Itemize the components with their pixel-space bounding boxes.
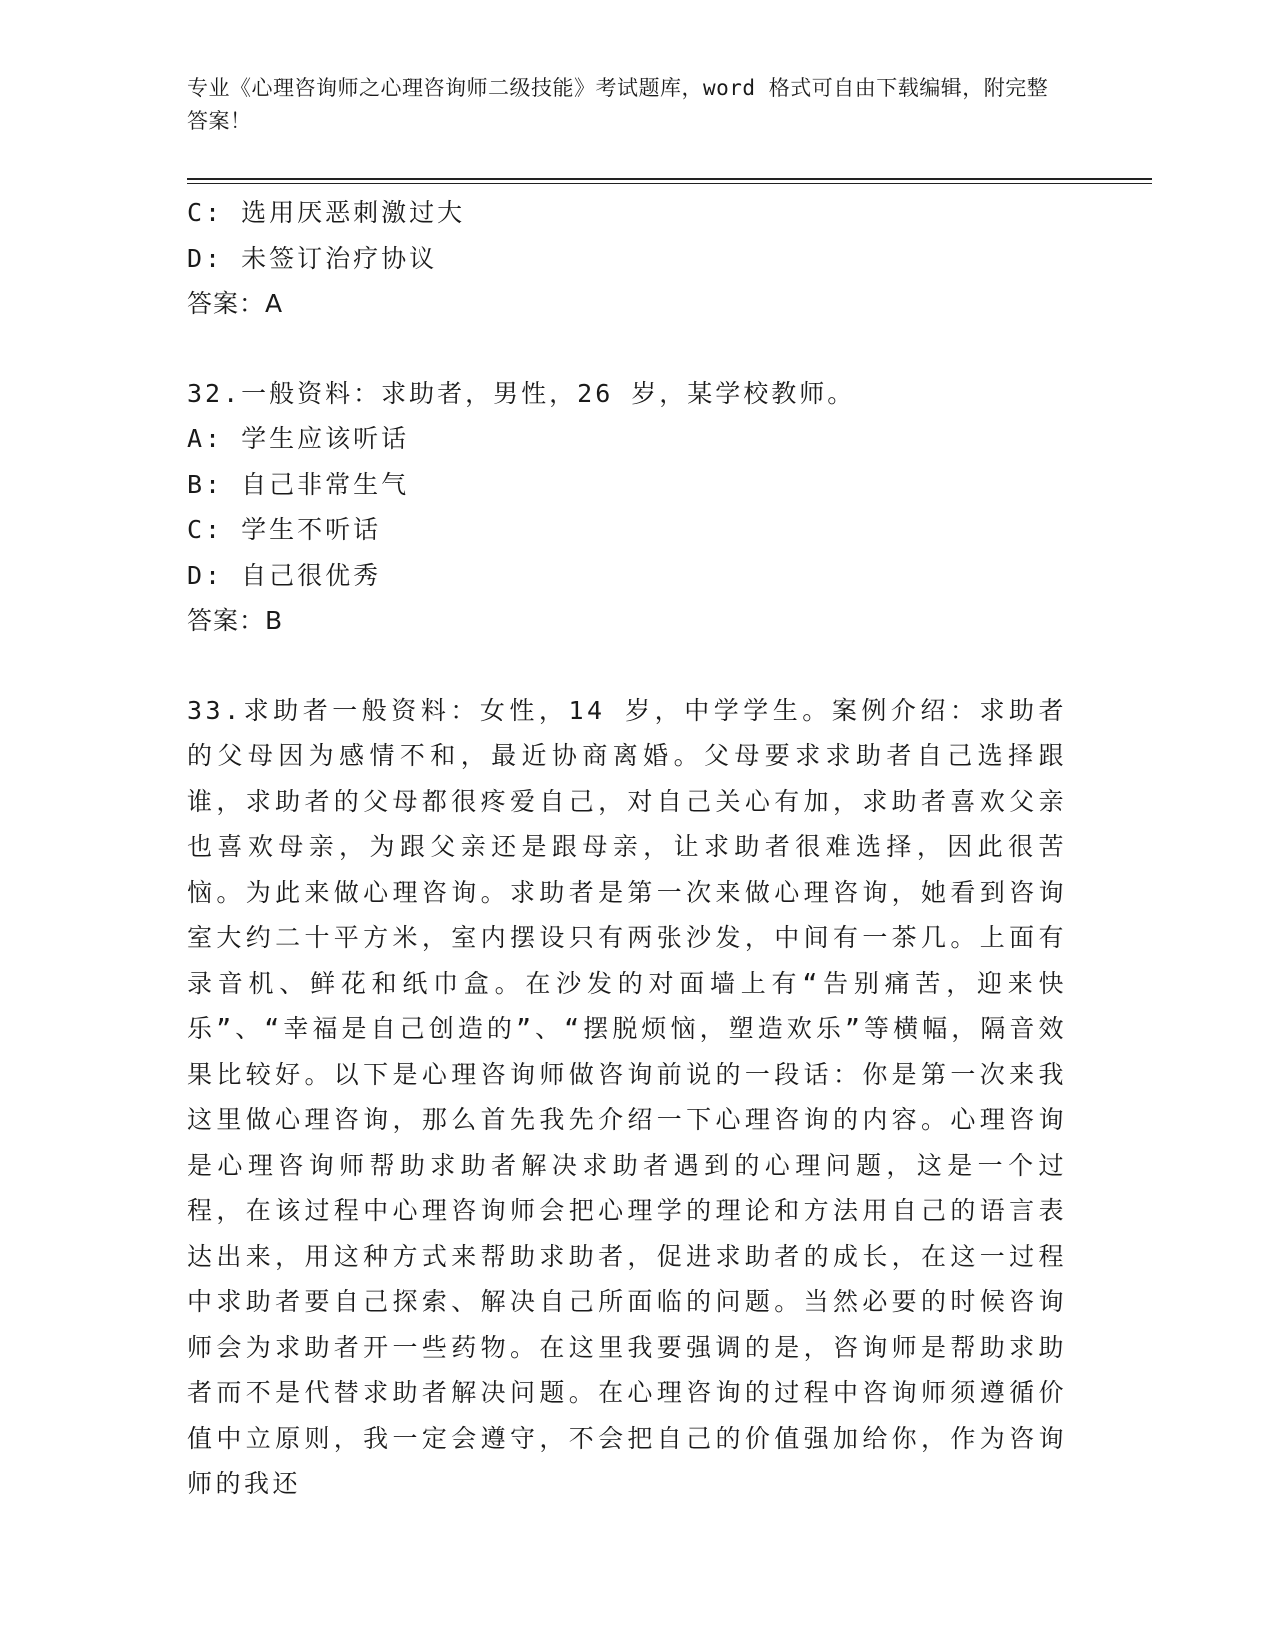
q32-option-b: B: 自己非常生气 [187,469,410,499]
q31-answer: 答案：A [187,289,284,318]
q32-answer: 答案：B [187,606,284,635]
q32-stem: 32.一般资料：求助者，男性，26 岁，某学校教师。 [187,378,856,408]
header-rule-thick [187,178,1152,180]
header-rule-thin [187,183,1152,184]
q32-option-c: C: 学生不听话 [187,515,382,544]
q33-stem: 33.求助者一般资料：女性，14 岁，中学学生。案例介绍：求助者的父母因为感情不和，最近协商离婚。父母要求求助者自己选择跟谁，求助者的父母都很疼爱自己，对自己关心有加，求助者喜欢父亲也喜欢母亲，为跟父亲还是跟母亲，让求助者很难选择，因此很苦恼。为此来做心理咨询。求助者是第一次来做心理咨询，她看到咨询室大约二十平方米，室内摆设只有两张沙发，中间有一茶几。上面有录音机、鲜花和纸巾盒。在沙发的对面墙上有“告别痛苦，迎来快乐”、“幸福是自己创造的”、“摆脱烦恼，塑造欢乐”等横幅，隔音效果比较好。以下是心理咨询师做咨询前说的一段话：你是第一次来我这里做心理咨询，那么首先我先介绍一下心理咨询的内容。心理咨询是心理咨询师帮助求助者解决求助者遇到的心理问题，这是一个过程，在该过程中心理咨询师会把心理学的理论和方法用自己的语言表达出来，用这种方式来帮助求助者，促进求助者的成长，在这一过程中求助者要自己探索、解决自己所面临的问题。当然必要的时候咨询师会为求助者开一些药物。在这里我要强调的是，咨询师是帮助求助者而不是代替求助者解决问题。在心理咨询的过程中咨询师须遵循价值中立原则，我一定会遵守，不会把自己的价值强加给你，作为咨询师的我还 [187,695,1067,1498]
q32-option-a: A: 学生应该听话 [187,424,410,453]
spacer [187,327,1067,371]
page-header: 专业《心理咨询师之心理咨询师二级技能》考试题库，word 格式可自由下载编辑，附完整答案！ [187,76,1049,133]
q31-option-d: D: 未签订治疗协议 [187,243,438,273]
q32-option-d: D: 自己很优秀 [187,560,382,590]
spacer [187,644,1067,688]
q31-option-c: C: 选用厌恶刺激过大 [187,198,466,227]
exam-content [187,190,1067,1507]
